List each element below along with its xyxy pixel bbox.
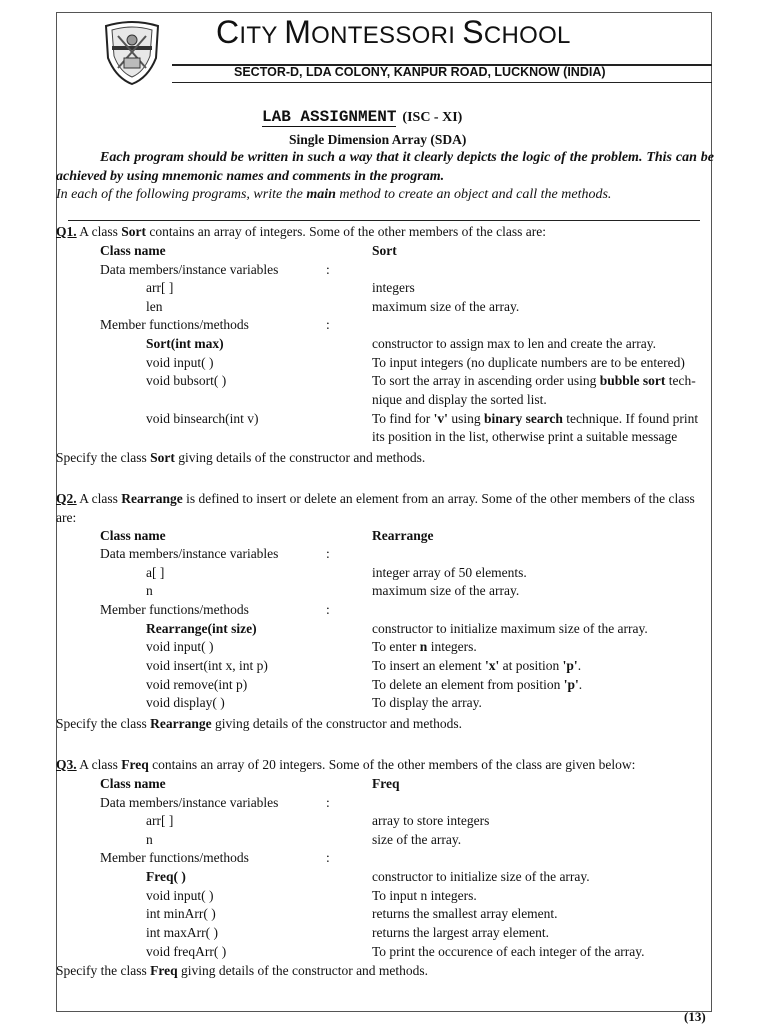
member-row: arr[ ] integers bbox=[146, 280, 415, 295]
member-row: len maximum size of the array. bbox=[146, 299, 520, 314]
question-intro: Q2. A class Rearrange is defined to insert or delete an element from an array. Some of the other members of the class are: bbox=[56, 491, 695, 525]
method-row: void remove(int p) To delete an element from position 'p'. bbox=[146, 677, 583, 692]
method-row: void bubsort( ) To sort the array in ascending order using bubble sort tech- bbox=[146, 373, 696, 388]
method-row: void binsearch(int v) To find for 'v' using binary search technique. If found print bbox=[146, 411, 699, 426]
method-row: Freq( ) constructor to initialize size of the array. bbox=[146, 869, 590, 884]
member-row: arr[ ] array to store integers bbox=[146, 813, 490, 828]
data-members-row: Data members/instance variables : bbox=[100, 262, 330, 277]
method-row: void display( ) To display the array. bbox=[146, 695, 482, 710]
method-row: void input( ) To enter n integers. bbox=[146, 639, 477, 654]
separator-line bbox=[68, 220, 700, 221]
method-row: void insert(int x, int p) To insert an element 'x' at position 'p'. bbox=[146, 658, 582, 673]
instruction-main: In each of the following programs, write the main method to create an object and call the methods. bbox=[56, 187, 612, 202]
method-row: int minArr( ) returns the smallest array element. bbox=[146, 906, 558, 921]
member-row: a[ ] integer array of 50 elements. bbox=[146, 565, 527, 580]
member-row: n size of the array. bbox=[146, 832, 462, 847]
class-name-row: Class name Sort bbox=[100, 243, 397, 258]
class-name-row: Class name Freq bbox=[100, 776, 400, 791]
data-members-row: Data members/instance variables : bbox=[100, 546, 330, 561]
method-row-cont: nique and display the sorted list. bbox=[372, 392, 547, 407]
method-row: void input( ) To input integers (no duplicate numbers are to be entered) bbox=[146, 355, 685, 370]
question-intro: Q3. A class Freq contains an array of 20 integers. Some of the other members of the class are given below: bbox=[56, 757, 636, 772]
specify-line: Specify the class Sort giving details of the constructor and methods. bbox=[56, 450, 426, 465]
assignment-title bbox=[262, 108, 462, 126]
method-row: Sort(int max) constructor to assign max to len and create the array. bbox=[146, 336, 657, 351]
question-intro: Q1. A class Sort contains an array of integers. Some of the other members of the class are: bbox=[56, 224, 547, 239]
page-number: (13) bbox=[684, 1009, 706, 1024]
school-name: CITY MONTESSORI SCHOOL bbox=[216, 14, 571, 50]
method-row: void freqArr( ) To print the occurence of each integer of the array. bbox=[146, 944, 645, 959]
assignment-subtitle: Single Dimension Array (SDA) bbox=[289, 132, 467, 147]
class-level: (ISC - XI) bbox=[402, 110, 463, 125]
instructions bbox=[56, 149, 714, 205]
data-members-row: Data members/instance variables : bbox=[100, 795, 330, 810]
header-rule-bottom bbox=[172, 82, 712, 83]
method-row-cont: its position in the list, otherwise print a suitable message bbox=[372, 429, 678, 444]
lab-assignment-heading: LAB ASSIGNMENT bbox=[262, 108, 397, 126]
school-crest-logo bbox=[98, 18, 166, 86]
specify-line: Specify the class Rearrange giving details of the constructor and methods. bbox=[56, 716, 463, 731]
method-row: void input( ) To input n integers. bbox=[146, 888, 477, 903]
class-name-row: Class name Rearrange bbox=[100, 528, 434, 543]
instruction-bold: Each program should be written in such a way that it clearly depicts the logic of the problem. This can be achieved by using mnemonic names and comments in the program. bbox=[56, 150, 714, 184]
member-row: n maximum size of the array. bbox=[146, 583, 520, 598]
methods-row: Member functions/methods : bbox=[100, 602, 330, 617]
method-row: int maxArr( ) returns the largest array element. bbox=[146, 925, 550, 940]
specify-line: Specify the class Freq giving details of the constructor and methods. bbox=[56, 963, 429, 978]
methods-row: Member functions/methods : bbox=[100, 317, 330, 332]
school-address: SECTOR-D, LDA COLONY, KANPUR ROAD, LUCKNOW (INDIA) bbox=[234, 65, 606, 79]
methods-row: Member functions/methods : bbox=[100, 850, 330, 865]
method-row: Rearrange(int size) constructor to initialize maximum size of the array. bbox=[146, 621, 648, 636]
